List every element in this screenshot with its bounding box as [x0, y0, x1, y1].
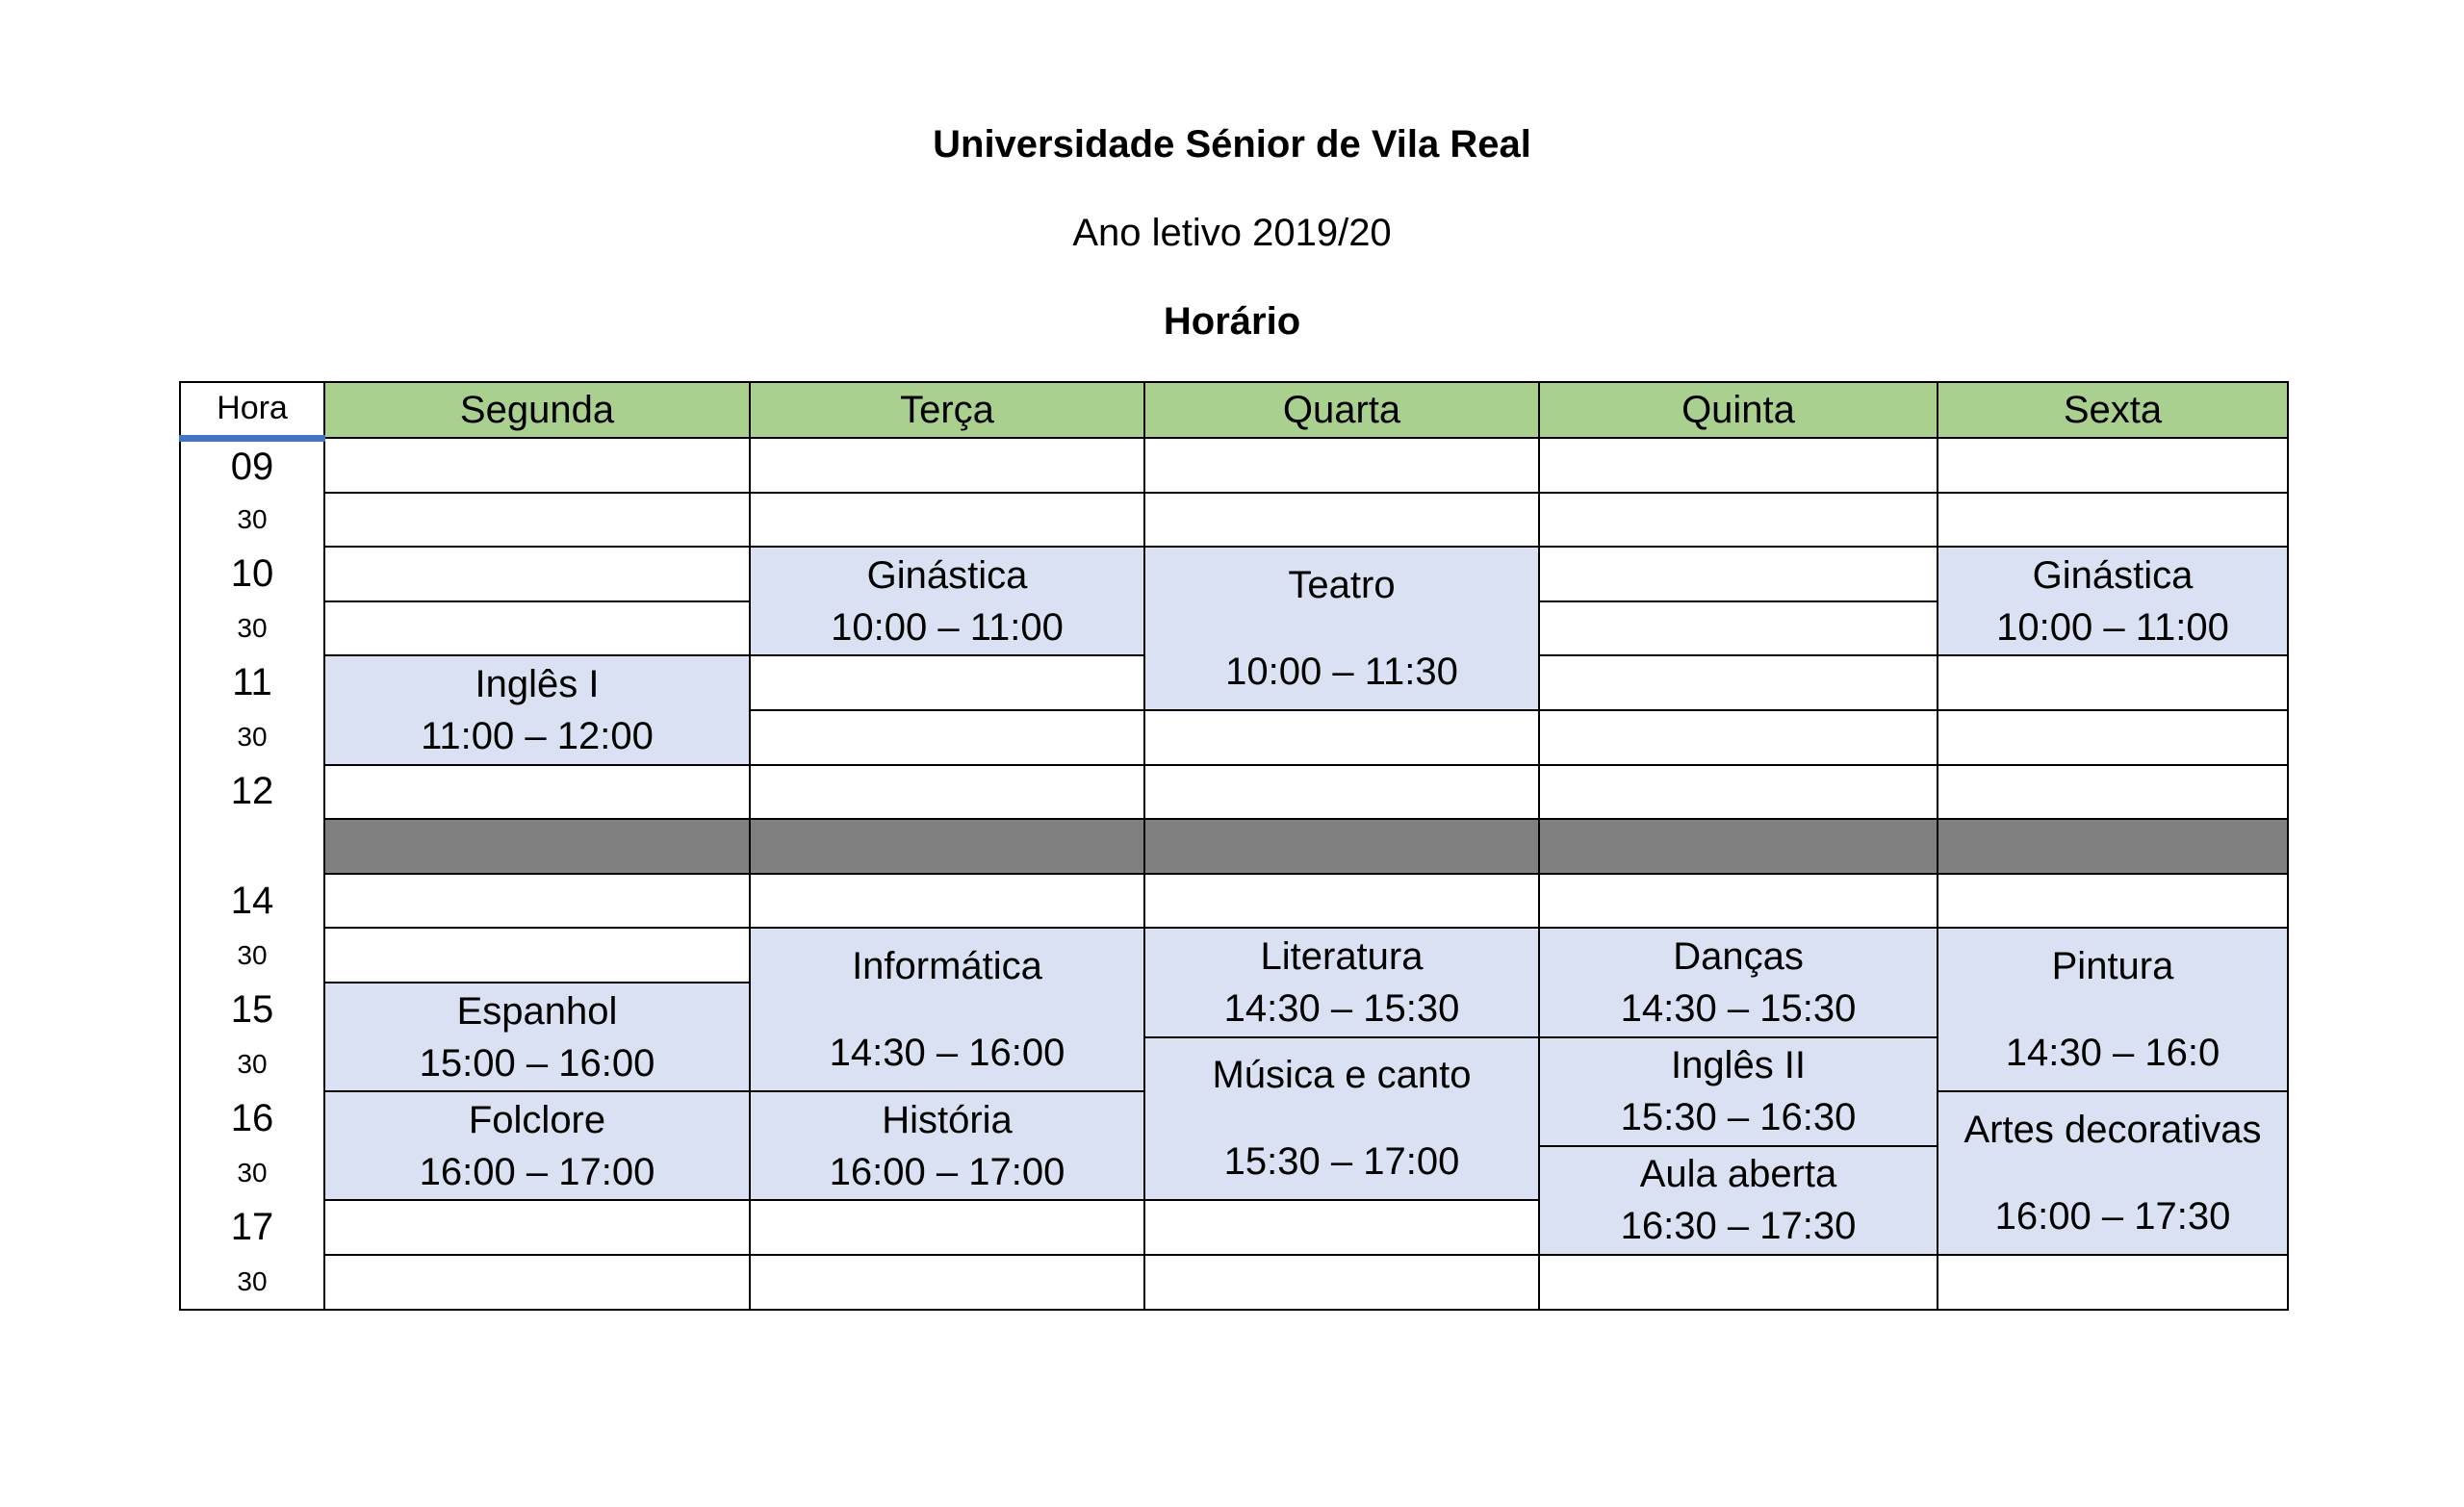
day-header-quarta: Quarta: [1144, 382, 1539, 438]
class-time: 16:00 – 17:00: [419, 1150, 655, 1193]
class-name: Ginástica: [866, 553, 1028, 597]
row-1400: [180, 874, 2288, 929]
class-historia-terca: [750, 1091, 1144, 1200]
class-artes-decorativas-sexta: [1938, 1091, 2288, 1255]
class-name: Artes decorativas: [1964, 1109, 2262, 1152]
empty-slot: [1539, 710, 1938, 765]
lunch-break-cell: [1938, 819, 2288, 874]
empty-slot: [750, 1255, 1144, 1310]
class-ginastica-terca: [750, 547, 1144, 655]
empty-slot: [324, 765, 750, 820]
day-header-terca: Terça: [750, 382, 1144, 438]
document-title: Universidade Sénior de Vila Real: [933, 123, 1531, 166]
hour-label: 12: [180, 765, 324, 820]
hora-header: Hora: [180, 382, 324, 438]
empty-slot: [1938, 438, 2288, 493]
empty-slot: [1144, 710, 1539, 765]
lunch-break-cell: [1539, 819, 1938, 874]
class-time: 15:00 – 16:00: [419, 1041, 655, 1085]
class-informatica-terca: [750, 928, 1144, 1091]
lunch-break-cell: [324, 819, 750, 874]
class-name: Teatro: [1288, 564, 1396, 607]
class-pintura-sexta: [1938, 928, 2288, 1091]
row-1200: [180, 765, 2288, 820]
class-literatura-quarta: [1144, 928, 1539, 1036]
class-name: Inglês II: [1670, 1044, 1807, 1087]
schedule-table: [179, 381, 2289, 1311]
half-hour-label: 30: [180, 1255, 324, 1310]
empty-slot: [1938, 874, 2288, 929]
empty-slot: [1938, 493, 2288, 548]
empty-slot: [1539, 655, 1938, 710]
class-time: 10:00 – 11:00: [1996, 605, 2229, 649]
empty-slot: [1938, 710, 2288, 765]
document-subtitle: Ano letivo 2019/20: [1072, 212, 1392, 254]
class-musica-canto-quarta: [1144, 1037, 1539, 1201]
class-name: Pintura: [2051, 945, 2174, 988]
empty-slot: [324, 1200, 750, 1255]
row-1730: [180, 1255, 2288, 1310]
empty-slot: [750, 710, 1144, 765]
empty-slot: [324, 547, 750, 601]
class-ginastica-sexta: [1938, 547, 2288, 655]
class-time: 16:00 – 17:30: [1994, 1195, 2231, 1239]
day-header-sexta: Sexta: [1938, 382, 2288, 438]
empty-slot: [750, 874, 1144, 929]
empty-slot: [324, 493, 750, 548]
empty-slot: [750, 1200, 1144, 1255]
class-name: Ginástica: [2032, 553, 2194, 597]
empty-slot: [1539, 1255, 1938, 1310]
empty-slot: [324, 1255, 750, 1310]
half-hour-label: 30: [180, 928, 324, 983]
day-header-segunda: Segunda: [324, 382, 750, 438]
class-time: 14:30 – 16:00: [829, 1032, 1065, 1075]
half-hour-label: 30: [180, 601, 324, 656]
hour-label: 10: [180, 547, 324, 601]
empty-slot: [1144, 1200, 1539, 1255]
empty-slot: [1144, 765, 1539, 820]
half-hour-label: 30: [180, 710, 324, 765]
class-ingles-ii-quinta: [1539, 1037, 1938, 1146]
class-folclore-segunda: [324, 1091, 750, 1200]
schedule-label: Horário: [1163, 300, 1301, 343]
row-0900: [180, 438, 2288, 493]
empty-slot: [750, 765, 1144, 820]
class-name: Literatura: [1260, 934, 1424, 978]
class-time: 15:30 – 16:30: [1620, 1096, 1857, 1139]
empty-slot: [1938, 765, 2288, 820]
empty-slot: [750, 438, 1144, 493]
lunch-break-cell: [1144, 819, 1539, 874]
day-header-quinta: Quinta: [1539, 382, 1938, 438]
class-time: 14:30 – 15:30: [1620, 986, 1857, 1030]
empty-slot: [1539, 547, 1938, 601]
class-time: 10:00 – 11:30: [1225, 651, 1458, 694]
hour-label: 16: [180, 1091, 324, 1146]
empty-slot: [1144, 874, 1539, 929]
row-1430: [180, 928, 2288, 983]
class-name: Inglês I: [475, 662, 600, 705]
half-hour-label: 30: [180, 1146, 324, 1201]
half-hour-label: 30: [180, 1037, 324, 1092]
empty-slot: [1144, 438, 1539, 493]
class-time: 16:00 – 17:00: [829, 1150, 1065, 1193]
hour-label: 11: [180, 655, 324, 710]
class-name: Danças: [1673, 934, 1804, 978]
class-name: Aula aberta: [1639, 1153, 1837, 1196]
row-0930: [180, 493, 2288, 548]
empty-slot: [1144, 1255, 1539, 1310]
header-row: [180, 382, 2288, 438]
empty-slot: [1938, 655, 2288, 710]
class-time: 14:30 – 16:0: [2005, 1032, 2220, 1075]
lunch-row: [180, 819, 2288, 874]
hour-label: 09: [180, 438, 324, 493]
empty-slot: [324, 438, 750, 493]
class-dancas-quinta: [1539, 928, 1938, 1036]
class-time: 15:30 – 17:00: [1223, 1140, 1460, 1184]
class-aula-aberta-quinta: [1539, 1146, 1938, 1255]
class-name: Espanhol: [456, 989, 618, 1033]
class-time: 14:30 – 15:30: [1223, 986, 1460, 1030]
hour-label: 17: [180, 1200, 324, 1255]
class-name: Música e canto: [1212, 1054, 1472, 1097]
lunch-break-cell: [750, 819, 1144, 874]
empty-slot: [1539, 874, 1938, 929]
empty-slot: [1144, 493, 1539, 548]
row-1000: [180, 547, 2288, 601]
class-name: História: [882, 1098, 1013, 1141]
half-hour-label: 30: [180, 493, 324, 548]
empty-slot: [324, 928, 750, 983]
empty-slot: [1539, 765, 1938, 820]
empty-slot: [1539, 438, 1938, 493]
class-name: Folclore: [468, 1098, 606, 1141]
hour-label: 15: [180, 983, 324, 1037]
empty-slot: [1539, 493, 1938, 548]
class-espanhol-segunda: [324, 983, 750, 1091]
class-time: 16:30 – 17:30: [1620, 1205, 1857, 1248]
hour-label-empty: [180, 819, 324, 874]
class-teatro-quarta: [1144, 547, 1539, 710]
class-time: 10:00 – 11:00: [831, 605, 1064, 649]
empty-slot: [1938, 1255, 2288, 1310]
hour-label: 14: [180, 874, 324, 929]
class-name: Informática: [852, 945, 1042, 988]
empty-slot: [1539, 601, 1938, 656]
empty-slot: [750, 655, 1144, 710]
empty-slot: [750, 493, 1144, 548]
class-time: 11:00 – 12:00: [421, 714, 654, 757]
empty-slot: [324, 874, 750, 929]
class-ingles-i-segunda: [324, 655, 750, 764]
empty-slot: [324, 601, 750, 656]
